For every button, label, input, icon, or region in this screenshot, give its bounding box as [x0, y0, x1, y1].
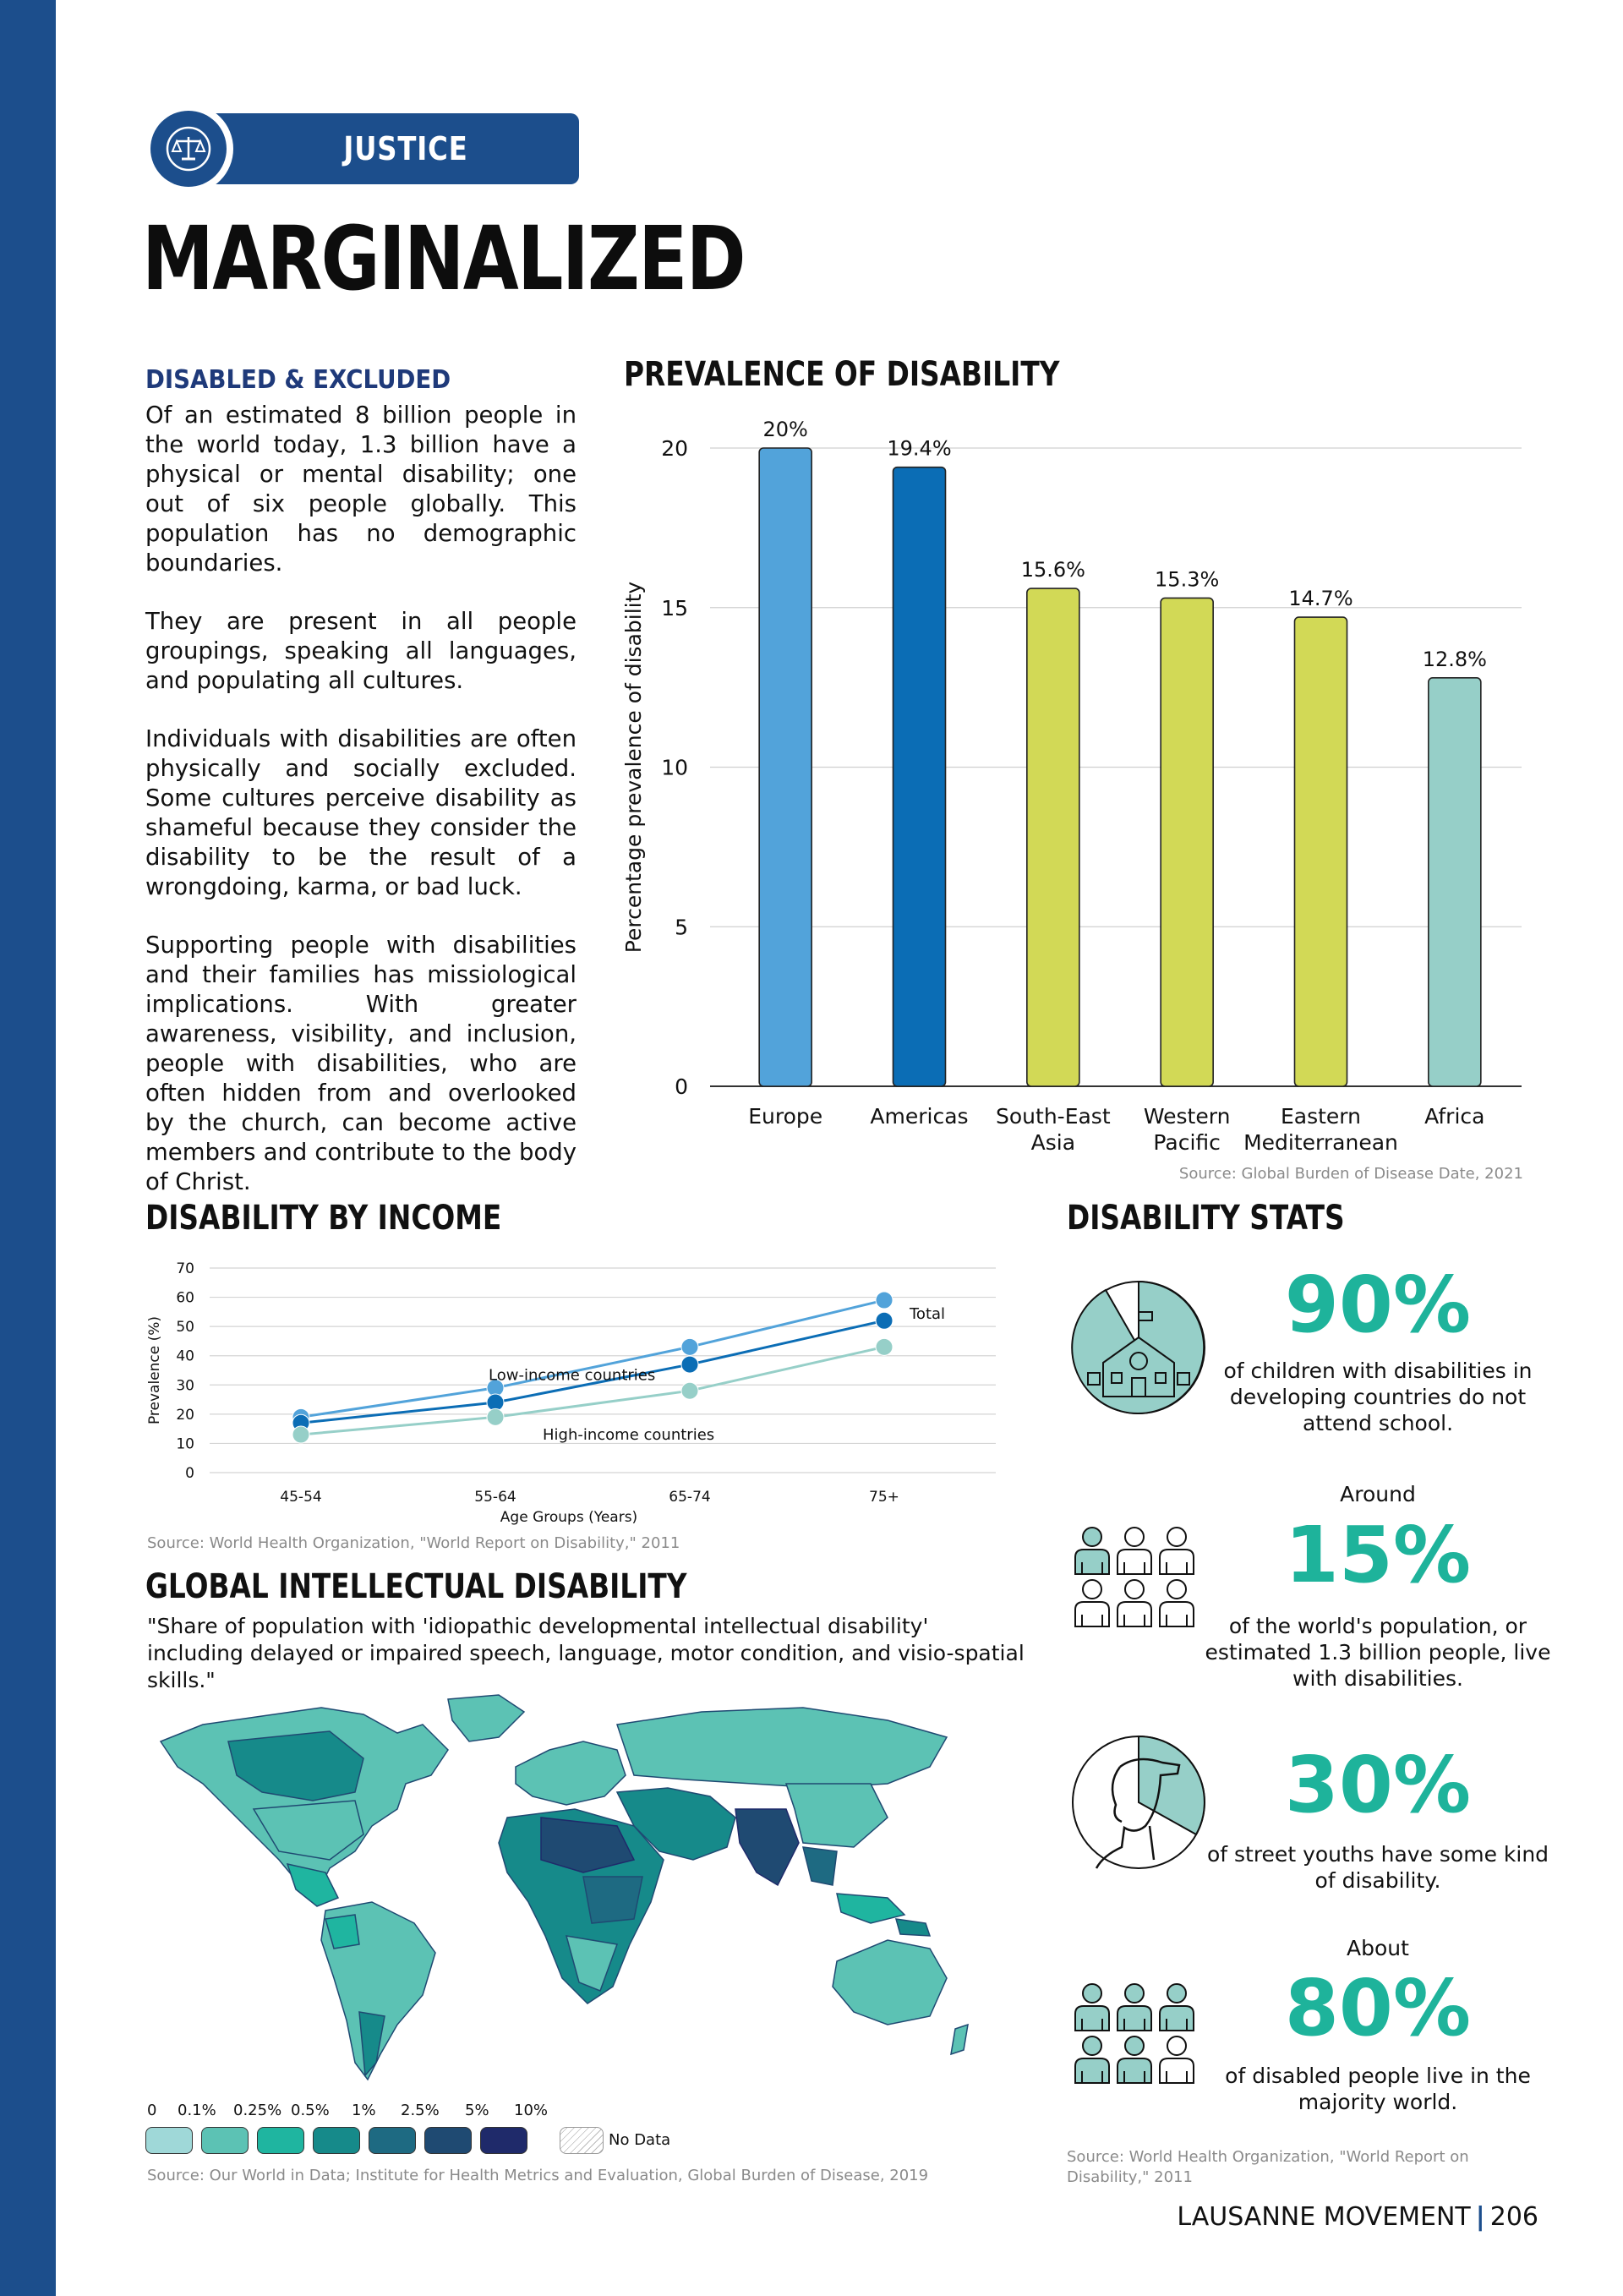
- person-head: [1083, 1528, 1101, 1546]
- data-label: 15.3%: [1155, 567, 1220, 592]
- person-body: [1160, 1550, 1194, 1574]
- prevalence-heading: PREVALENCE OF DISABILITY: [624, 355, 1060, 394]
- series-label: Total: [910, 1305, 946, 1324]
- x-tick-label: Western Pacific: [1143, 1104, 1231, 1155]
- x-tick-label: Europe: [748, 1104, 823, 1129]
- person-head: [1083, 1580, 1101, 1599]
- intellectual-heading: GLOBAL INTELLECTUAL DISABILITY: [145, 1567, 687, 1606]
- stat-prefix: About: [1347, 1936, 1409, 1960]
- x-tick-label: 65-74: [669, 1489, 711, 1506]
- legend-swatch: [257, 2127, 304, 2154]
- world-map: [144, 1691, 989, 2088]
- y-tick-label: 15: [661, 595, 688, 620]
- y-tick-label: 40: [176, 1348, 194, 1365]
- y-tick-label: 70: [176, 1260, 194, 1277]
- stats-heading: DISABILITY STATS: [1067, 1199, 1345, 1238]
- no-data-swatch: [560, 2127, 604, 2154]
- intro-body: [145, 401, 577, 1226]
- legend-label: 5%: [465, 2102, 489, 2119]
- sidebar-stripe: [0, 0, 56, 2296]
- intellectual-source: Source: Our World in Data; Institute for Health Metrics and Evaluation, Global Burden of Disease, 2019: [147, 2167, 929, 2184]
- income-line-chart: [142, 1251, 1021, 1530]
- x-tick-label: Eastern Mediterranean: [1243, 1104, 1398, 1155]
- legend-label: 10%: [514, 2102, 549, 2119]
- data-point: [487, 1408, 504, 1425]
- y-tick-label: 0: [675, 1074, 688, 1099]
- legend-label: 0.1%: [178, 2102, 216, 2119]
- legend-swatch: [369, 2127, 416, 2154]
- person-body: [1075, 1550, 1109, 1574]
- data-point: [292, 1426, 309, 1443]
- income-heading: DISABILITY BY INCOME: [145, 1199, 502, 1238]
- intro-subheading: DISABLED & EXCLUDED: [145, 365, 451, 395]
- y-tick-label: 20: [661, 436, 688, 461]
- youth-head-pie-icon: [1069, 1733, 1209, 1872]
- y-tick-label: 30: [176, 1377, 194, 1395]
- legend-label: 0.5%: [291, 2102, 330, 2119]
- person-body: [1075, 2006, 1109, 2031]
- data-point: [876, 1312, 893, 1329]
- y-tick-label: 5: [675, 915, 688, 940]
- x-tick-label: 55-64: [474, 1489, 516, 1506]
- data-point: [681, 1382, 698, 1399]
- x-tick-label: Americas: [870, 1104, 969, 1129]
- person-head: [1167, 1984, 1186, 2003]
- series-line: [301, 1300, 884, 1417]
- y-tick-label: 10: [176, 1435, 194, 1453]
- bar: [1429, 678, 1481, 1086]
- bar: [893, 467, 946, 1086]
- legend-swatch: [313, 2127, 360, 2154]
- page-number: 206: [1489, 2202, 1538, 2232]
- y-tick-label: 50: [176, 1319, 194, 1337]
- person-head: [1167, 2036, 1186, 2055]
- x-axis-label: Age Groups (Years): [500, 1509, 638, 1526]
- scales-icon: [150, 111, 227, 187]
- person-head: [1083, 2036, 1101, 2055]
- bar: [759, 448, 812, 1086]
- person-body: [1075, 1602, 1109, 1626]
- stat-description: of children with disabilities in developing countries do not attend school.: [1223, 1358, 1533, 1435]
- legend-label: 0.25%: [233, 2102, 282, 2119]
- intro-paragraph: Of an estimated 8 billion people in the world today, 1.3 billion have a physical or mental disability; one out of six people globally. This population has no demographic boundaries.: [145, 402, 577, 577]
- series-label: High-income countries: [543, 1426, 715, 1445]
- x-tick-label: 75+: [869, 1489, 899, 1506]
- legend-swatch: [480, 2127, 527, 2154]
- stat-value: 80%: [1284, 1963, 1472, 2053]
- stats-source: Source: World Health Organization, "World Report on Disability," 2011: [1067, 2148, 1469, 2186]
- no-data-label: No Data: [609, 2131, 671, 2149]
- person-body: [1160, 2058, 1194, 2083]
- person-head: [1083, 1984, 1101, 2003]
- bar: [1027, 588, 1079, 1086]
- legend-swatch: [145, 2127, 193, 2154]
- intro-paragraph: Supporting people with disabilities and their families has missiological implications. With greater awareness, visibility, and inclusion, people with disabilities, who are often hidden from and overlooked by the church, can become active members and contribute to the body of Christ.: [145, 932, 577, 1195]
- person-head: [1125, 1984, 1144, 2003]
- x-tick-label: South-East Asia: [996, 1104, 1111, 1155]
- intro-paragraph: Individuals with disabilities are often physically and socially excluded. Some cultures perceive disability as shameful because they consider the disability to be the result of a wrongdoing, karma, or bad luck.: [145, 725, 577, 900]
- page-footer: [1177, 2202, 1538, 2232]
- prevalence-source: Source: Global Burden of Disease Date, 2021: [1178, 1165, 1523, 1183]
- legend-label: 0: [147, 2102, 157, 2119]
- person-body: [1118, 1550, 1151, 1574]
- intellectual-quote: "Share of population with 'idiopathic developmental intellectual disability' including delayed or impaired speech, language, motor condition, and visio-spatial skills.": [147, 1614, 1025, 1692]
- person-body: [1160, 2006, 1194, 2031]
- person-head: [1167, 1580, 1186, 1599]
- x-tick-label: Africa: [1424, 1104, 1485, 1129]
- data-point: [681, 1338, 698, 1355]
- stat-prefix: Around: [1340, 1482, 1416, 1506]
- series-line: [301, 1347, 884, 1435]
- data-point: [876, 1338, 893, 1355]
- data-label: 14.7%: [1288, 587, 1353, 611]
- legend-label: 2.5%: [401, 2102, 440, 2119]
- person-body: [1118, 2058, 1151, 2083]
- data-label: 19.4%: [887, 436, 952, 461]
- stat-description: of street youths have some kind of disability.: [1206, 1842, 1549, 1893]
- person-body: [1118, 2006, 1151, 2031]
- person-head: [1125, 1528, 1144, 1546]
- footer-divider: |: [1475, 2202, 1485, 2232]
- y-axis-label: Percentage prevalence of disability: [621, 581, 646, 954]
- y-axis-label: Prevalence (%): [146, 1315, 163, 1425]
- page-title: MARGINALIZED: [142, 207, 745, 310]
- legend-swatch: [424, 2127, 472, 2154]
- y-tick-label: 20: [176, 1406, 194, 1424]
- stat-description: of the world's population, or estimated 1.3 billion people, live with disabilities.: [1205, 1614, 1551, 1691]
- person-body: [1118, 1602, 1151, 1626]
- data-label: 15.6%: [1020, 558, 1085, 582]
- person-head: [1125, 1580, 1144, 1599]
- map-legend: [145, 2102, 737, 2152]
- x-tick-label: 45-54: [280, 1489, 322, 1506]
- data-label: 12.8%: [1422, 647, 1487, 671]
- person-head: [1125, 2036, 1144, 2055]
- intro-paragraph: They are present in all people groupings, speaking all languages, and populating all cultures.: [145, 608, 577, 694]
- data-label: 20%: [762, 418, 808, 441]
- legend-swatch: [201, 2127, 249, 2154]
- y-tick-label: 60: [176, 1289, 194, 1307]
- footer-org: LAUSANNE MOVEMENT: [1177, 2202, 1471, 2232]
- people-grid-icon: [1074, 1978, 1200, 2084]
- income-source: Source: World Health Organization, "World Report on Disability," 2011: [147, 1534, 680, 1552]
- y-tick-label: 0: [185, 1465, 194, 1482]
- category-tag-label: JUSTICE: [343, 130, 468, 167]
- stat-description: of disabled people live in the majority world.: [1225, 2064, 1531, 2114]
- y-tick-label: 10: [661, 755, 688, 780]
- legend-label: 1%: [352, 2102, 376, 2119]
- stat-value: 15%: [1284, 1510, 1472, 1600]
- person-body: [1075, 2058, 1109, 2083]
- prevalence-bar-chart: [609, 406, 1530, 1167]
- bar: [1161, 598, 1213, 1086]
- bar: [1295, 617, 1347, 1086]
- people-grid-icon: [1074, 1522, 1200, 1627]
- person-head: [1167, 1528, 1186, 1546]
- data-point: [681, 1356, 698, 1373]
- series-label: Low-income countries: [489, 1366, 656, 1385]
- stat-value: 30%: [1284, 1740, 1472, 1830]
- data-point: [876, 1292, 893, 1309]
- person-body: [1160, 1602, 1194, 1626]
- stat-value: 90%: [1284, 1260, 1472, 1350]
- school-pie-icon: [1069, 1278, 1209, 1418]
